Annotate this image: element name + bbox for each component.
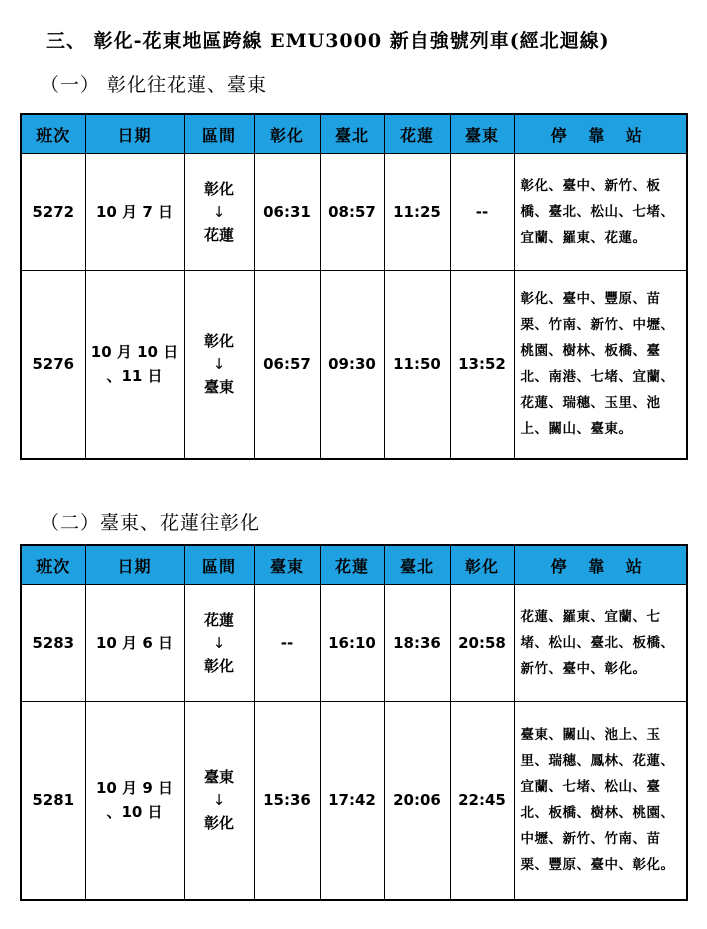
table-row	[21, 702, 687, 900]
document-heading: 三、 彰化-花東地區跨線 EMU3000 新自強號列車(經北迴線)	[46, 30, 610, 52]
header-route: 區間	[184, 114, 254, 154]
header-station: 臺東	[254, 545, 320, 585]
header-stops: 停 靠 站	[514, 545, 687, 585]
date-cell: 10 月 6 日	[85, 585, 184, 702]
time-cell: 06:57	[254, 271, 320, 459]
table-row	[21, 585, 687, 702]
train-number: 5283	[21, 585, 85, 702]
train-number: 5272	[21, 154, 85, 271]
stops-cell: 花蓮、羅東、宜蘭、七堵、松山、臺北、板橋、新竹、臺中、彰化。	[514, 585, 687, 702]
header-train: 班次	[21, 545, 85, 585]
header-station: 臺東	[450, 114, 514, 154]
header-station: 花蓮	[384, 114, 450, 154]
timetable-2	[20, 544, 688, 901]
time-cell: 08:57	[320, 154, 384, 271]
time-cell: 11:50	[384, 271, 450, 459]
table-header-row	[21, 114, 687, 154]
arrow-down-icon: ↓	[212, 202, 226, 221]
header-train: 班次	[21, 114, 85, 154]
header-station: 臺北	[320, 114, 384, 154]
timetable-1	[20, 113, 688, 460]
header-date: 日期	[85, 114, 184, 154]
time-cell: 06:31	[254, 154, 320, 271]
table-header-row	[21, 545, 687, 585]
date-cell: 10 月 7 日	[85, 154, 184, 271]
section2-title: （二）臺東、花蓮往彰化	[40, 512, 261, 534]
time-cell: 15:36	[254, 702, 320, 900]
header-stops: 停 靠 站	[514, 114, 687, 154]
time-cell: 11:25	[384, 154, 450, 271]
time-cell: 18:36	[384, 585, 450, 702]
stops-cell: 彰化、臺中、豐原、苗栗、竹南、新竹、中壢、桃園、樹林、板橋、臺北、南港、七堵、宜蘭、花蓮、瑞穗、玉里、池上、關山、臺東。	[514, 271, 687, 459]
route-cell: 臺東 ↓ 彰化	[184, 702, 254, 900]
train-number: 5281	[21, 702, 85, 900]
arrow-down-icon: ↓	[212, 354, 226, 373]
date-cell: 10 月 9 日 、10 日	[85, 702, 184, 900]
time-cell: --	[450, 154, 514, 271]
table-row	[21, 154, 687, 271]
time-cell: 20:58	[450, 585, 514, 702]
header-station: 臺北	[384, 545, 450, 585]
table-row	[21, 271, 687, 459]
stops-cell: 彰化、臺中、新竹、板橋、臺北、松山、七堵、宜蘭、羅東、花蓮。	[514, 154, 687, 271]
header-route: 區間	[184, 545, 254, 585]
header-station: 彰化	[450, 545, 514, 585]
header-station: 花蓮	[320, 545, 384, 585]
route-cell: 彰化 ↓ 花蓮	[184, 154, 254, 271]
time-cell: 20:06	[384, 702, 450, 900]
arrow-down-icon: ↓	[212, 633, 226, 652]
section1-title: （一） 彰化往花蓮、臺東	[40, 74, 268, 96]
route-cell: 花蓮 ↓ 彰化	[184, 585, 254, 702]
time-cell: 09:30	[320, 271, 384, 459]
time-cell: --	[254, 585, 320, 702]
stops-cell: 臺東、關山、池上、玉里、瑞穗、鳳林、花蓮、宜蘭、七堵、松山、臺北、板橋、樹林、桃園、中壢、新竹、竹南、苗栗、豐原、臺中、彰化。	[514, 702, 687, 900]
header-station: 彰化	[254, 114, 320, 154]
arrow-down-icon: ↓	[212, 790, 226, 809]
date-cell: 10 月 10 日 、11 日	[85, 271, 184, 459]
route-cell: 彰化 ↓ 臺東	[184, 271, 254, 459]
time-cell: 13:52	[450, 271, 514, 459]
train-number: 5276	[21, 271, 85, 459]
time-cell: 17:42	[320, 702, 384, 900]
time-cell: 22:45	[450, 702, 514, 900]
header-date: 日期	[85, 545, 184, 585]
time-cell: 16:10	[320, 585, 384, 702]
